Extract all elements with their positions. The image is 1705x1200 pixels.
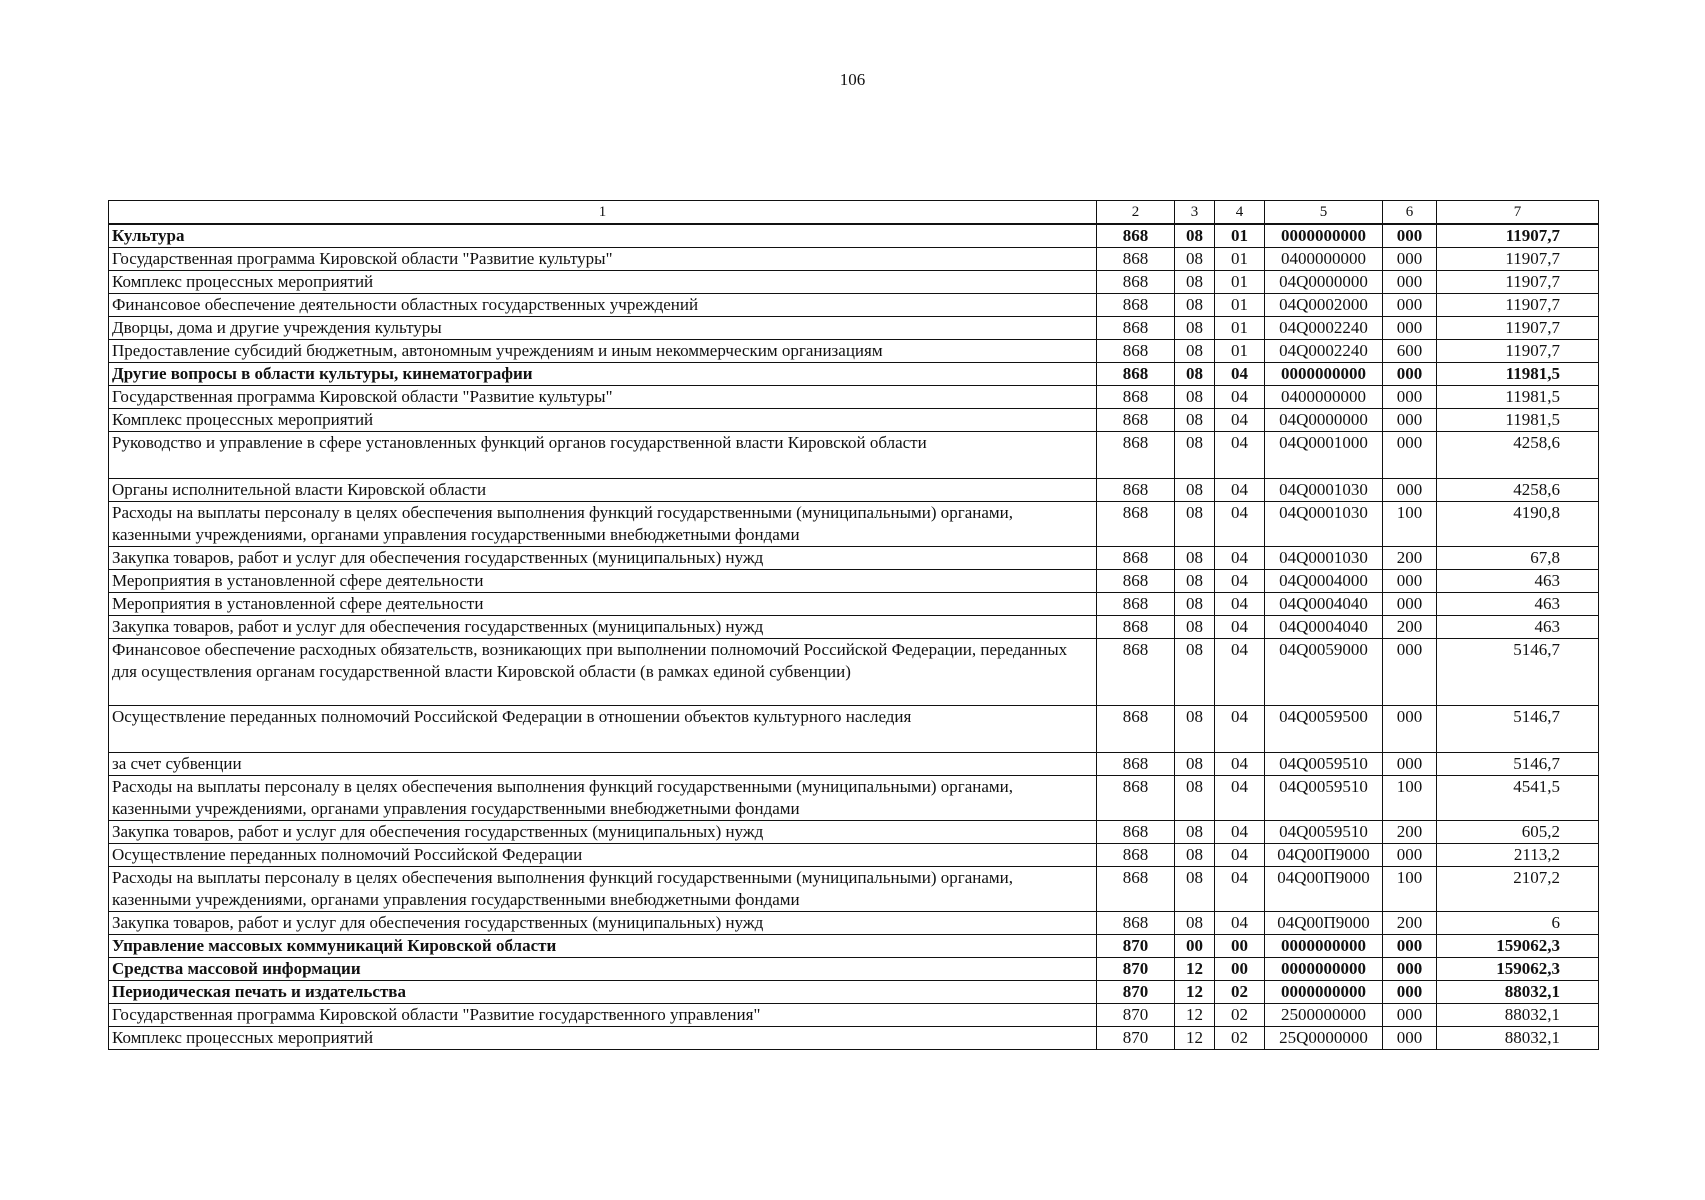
subsection-code-cell: 04: [1215, 593, 1265, 616]
item-name-cell: Государственная программа Кировской области "Развитие культуры": [109, 248, 1097, 271]
section-code-cell: 08: [1175, 867, 1215, 912]
amount-cell: 11907,7: [1437, 224, 1599, 248]
target-article-cell: 0000000000: [1265, 958, 1383, 981]
table-row: [109, 224, 1599, 248]
section-code-cell: 08: [1175, 432, 1215, 479]
expense-type-cell: 000: [1383, 432, 1437, 479]
ministry-code-cell: 868: [1097, 340, 1175, 363]
item-name-cell: Закупка товаров, работ и услуг для обеспечения государственных (муниципальных) нужд: [109, 616, 1097, 639]
table-row: [109, 340, 1599, 363]
amount-cell: 159062,3: [1437, 935, 1599, 958]
column-header: 5: [1265, 201, 1383, 225]
table-row: [109, 981, 1599, 1004]
expense-type-cell: 000: [1383, 593, 1437, 616]
subsection-code-cell: 04: [1215, 409, 1265, 432]
target-article-cell: 04Q0000000: [1265, 409, 1383, 432]
expense-type-cell: 000: [1383, 706, 1437, 753]
expense-type-cell: 000: [1383, 981, 1437, 1004]
amount-cell: 11907,7: [1437, 271, 1599, 294]
subsection-code-cell: 01: [1215, 317, 1265, 340]
amount-cell: 11907,7: [1437, 317, 1599, 340]
ministry-code-cell: 868: [1097, 570, 1175, 593]
budget-table: [108, 200, 1599, 1050]
amount-cell: 4258,6: [1437, 432, 1599, 479]
subsection-code-cell: 04: [1215, 639, 1265, 706]
ministry-code-cell: 868: [1097, 639, 1175, 706]
column-header: 1: [109, 201, 1097, 225]
column-number-row: [109, 201, 1599, 225]
ministry-code-cell: 868: [1097, 317, 1175, 340]
target-article-cell: 2500000000: [1265, 1004, 1383, 1027]
item-name-cell: Комплекс процессных мероприятий: [109, 409, 1097, 432]
ministry-code-cell: 868: [1097, 386, 1175, 409]
subsection-code-cell: 01: [1215, 271, 1265, 294]
ministry-code-cell: 868: [1097, 294, 1175, 317]
table-row: [109, 363, 1599, 386]
target-article-cell: 04Q0001000: [1265, 432, 1383, 479]
table-row: [109, 776, 1599, 821]
table-row: [109, 547, 1599, 570]
section-code-cell: 12: [1175, 1027, 1215, 1050]
subsection-code-cell: 04: [1215, 570, 1265, 593]
target-article-cell: 0000000000: [1265, 224, 1383, 248]
item-name-cell: Периодическая печать и издательства: [109, 981, 1097, 1004]
subsection-code-cell: 04: [1215, 706, 1265, 753]
table-row: [109, 593, 1599, 616]
section-code-cell: 08: [1175, 753, 1215, 776]
target-article-cell: 04Q00П9000: [1265, 912, 1383, 935]
column-header: 4: [1215, 201, 1265, 225]
table-row: [109, 706, 1599, 753]
section-code-cell: 08: [1175, 409, 1215, 432]
target-article-cell: 04Q0001030: [1265, 502, 1383, 547]
target-article-cell: 0000000000: [1265, 363, 1383, 386]
amount-cell: 2107,2: [1437, 867, 1599, 912]
item-name-cell: Финансовое обеспечение деятельности областных государственных учреждений: [109, 294, 1097, 317]
expense-type-cell: 000: [1383, 935, 1437, 958]
target-article-cell: 04Q0002240: [1265, 340, 1383, 363]
target-article-cell: 04Q0001030: [1265, 479, 1383, 502]
item-name-cell: Руководство и управление в сфере установленных функций органов государственной власти Кировской области: [109, 432, 1097, 479]
section-code-cell: 08: [1175, 224, 1215, 248]
amount-cell: 463: [1437, 616, 1599, 639]
amount-cell: 463: [1437, 593, 1599, 616]
ministry-code-cell: 868: [1097, 248, 1175, 271]
item-name-cell: Другие вопросы в области культуры, кинематографии: [109, 363, 1097, 386]
section-code-cell: 08: [1175, 363, 1215, 386]
amount-cell: 11981,5: [1437, 386, 1599, 409]
amount-cell: 11981,5: [1437, 363, 1599, 386]
table-row: [109, 844, 1599, 867]
amount-cell: 67,8: [1437, 547, 1599, 570]
section-code-cell: 08: [1175, 912, 1215, 935]
subsection-code-cell: 00: [1215, 935, 1265, 958]
target-article-cell: 04Q00П9000: [1265, 844, 1383, 867]
target-article-cell: 04Q0059510: [1265, 753, 1383, 776]
section-code-cell: 08: [1175, 776, 1215, 821]
table-row: [109, 317, 1599, 340]
amount-cell: 5146,7: [1437, 706, 1599, 753]
expense-type-cell: 000: [1383, 409, 1437, 432]
expense-type-cell: 000: [1383, 1027, 1437, 1050]
page-number: 106: [839, 70, 866, 89]
section-code-cell: 08: [1175, 271, 1215, 294]
section-code-cell: 08: [1175, 547, 1215, 570]
amount-cell: 11907,7: [1437, 248, 1599, 271]
amount-cell: 5146,7: [1437, 753, 1599, 776]
item-name-cell: Комплекс процессных мероприятий: [109, 1027, 1097, 1050]
table-row: [109, 248, 1599, 271]
subsection-code-cell: 00: [1215, 958, 1265, 981]
section-code-cell: 08: [1175, 479, 1215, 502]
section-code-cell: 08: [1175, 593, 1215, 616]
subsection-code-cell: 04: [1215, 821, 1265, 844]
section-code-cell: 08: [1175, 317, 1215, 340]
amount-cell: 11981,5: [1437, 409, 1599, 432]
item-name-cell: Государственная программа Кировской области "Развитие культуры": [109, 386, 1097, 409]
target-article-cell: 04Q0004000: [1265, 570, 1383, 593]
table-row: [109, 1027, 1599, 1050]
table-row: [109, 294, 1599, 317]
amount-cell: 4190,8: [1437, 502, 1599, 547]
subsection-code-cell: 04: [1215, 616, 1265, 639]
ministry-code-cell: 868: [1097, 844, 1175, 867]
ministry-code-cell: 868: [1097, 867, 1175, 912]
item-name-cell: Осуществление переданных полномочий Российской Федерации в отношении объектов культурного наследия: [109, 706, 1097, 753]
subsection-code-cell: 01: [1215, 294, 1265, 317]
expense-type-cell: 200: [1383, 912, 1437, 935]
section-code-cell: 08: [1175, 616, 1215, 639]
expense-type-cell: 000: [1383, 317, 1437, 340]
table-row: [109, 867, 1599, 912]
expense-type-cell: 600: [1383, 340, 1437, 363]
subsection-code-cell: 04: [1215, 479, 1265, 502]
table-row: [109, 639, 1599, 706]
amount-cell: 88032,1: [1437, 981, 1599, 1004]
item-name-cell: Расходы на выплаты персоналу в целях обеспечения выполнения функций государственными (муниципальными) органами, казенными учреждениями, органами управления государственными внебюджетными фондами: [109, 867, 1097, 912]
item-name-cell: Мероприятия в установленной сфере деятельности: [109, 593, 1097, 616]
expense-type-cell: 000: [1383, 958, 1437, 981]
target-article-cell: 04Q0059500: [1265, 706, 1383, 753]
expense-type-cell: 000: [1383, 1004, 1437, 1027]
table-header: [109, 201, 1599, 225]
item-name-cell: Государственная программа Кировской области "Развитие государственного управления": [109, 1004, 1097, 1027]
ministry-code-cell: 868: [1097, 409, 1175, 432]
table-row: [109, 958, 1599, 981]
target-article-cell: 04Q0004040: [1265, 593, 1383, 616]
ministry-code-cell: 868: [1097, 547, 1175, 570]
amount-cell: 159062,3: [1437, 958, 1599, 981]
ministry-code-cell: 868: [1097, 616, 1175, 639]
item-name-cell: Комплекс процессных мероприятий: [109, 271, 1097, 294]
item-name-cell: Закупка товаров, работ и услуг для обеспечения государственных (муниципальных) нужд: [109, 547, 1097, 570]
item-name-cell: Дворцы, дома и другие учреждения культуры: [109, 317, 1097, 340]
subsection-code-cell: 04: [1215, 912, 1265, 935]
item-name-cell: Расходы на выплаты персоналу в целях обеспечения выполнения функций государственными (муниципальными) органами, казенными учреждениями, органами управления государственными внебюджетными фондами: [109, 776, 1097, 821]
subsection-code-cell: 01: [1215, 340, 1265, 363]
table-row: [109, 502, 1599, 547]
target-article-cell: 0000000000: [1265, 981, 1383, 1004]
section-code-cell: 08: [1175, 386, 1215, 409]
section-code-cell: 08: [1175, 502, 1215, 547]
amount-cell: 4541,5: [1437, 776, 1599, 821]
expense-type-cell: 000: [1383, 363, 1437, 386]
table-row: [109, 1004, 1599, 1027]
table-row: [109, 821, 1599, 844]
expense-type-cell: 000: [1383, 844, 1437, 867]
section-code-cell: 00: [1175, 935, 1215, 958]
expense-type-cell: 000: [1383, 753, 1437, 776]
section-code-cell: 08: [1175, 821, 1215, 844]
subsection-code-cell: 04: [1215, 547, 1265, 570]
target-article-cell: 0400000000: [1265, 248, 1383, 271]
subsection-code-cell: 04: [1215, 867, 1265, 912]
subsection-code-cell: 02: [1215, 1027, 1265, 1050]
item-name-cell: Средства массовой информации: [109, 958, 1097, 981]
target-article-cell: 04Q00П9000: [1265, 867, 1383, 912]
subsection-code-cell: 04: [1215, 386, 1265, 409]
ministry-code-cell: 870: [1097, 958, 1175, 981]
ministry-code-cell: 870: [1097, 1004, 1175, 1027]
section-code-cell: 08: [1175, 639, 1215, 706]
subsection-code-cell: 01: [1215, 248, 1265, 271]
expense-type-cell: 000: [1383, 271, 1437, 294]
expense-type-cell: 000: [1383, 386, 1437, 409]
expense-type-cell: 000: [1383, 639, 1437, 706]
target-article-cell: 04Q0059000: [1265, 639, 1383, 706]
amount-cell: 4258,6: [1437, 479, 1599, 502]
subsection-code-cell: 01: [1215, 224, 1265, 248]
expense-type-cell: 000: [1383, 248, 1437, 271]
column-header: 3: [1175, 201, 1215, 225]
ministry-code-cell: 870: [1097, 935, 1175, 958]
ministry-code-cell: 868: [1097, 912, 1175, 935]
subsection-code-cell: 04: [1215, 502, 1265, 547]
ministry-code-cell: 868: [1097, 706, 1175, 753]
section-code-cell: 12: [1175, 1004, 1215, 1027]
amount-cell: 5146,7: [1437, 639, 1599, 706]
target-article-cell: 04Q0002240: [1265, 317, 1383, 340]
amount-cell: 605,2: [1437, 821, 1599, 844]
table-row: [109, 935, 1599, 958]
target-article-cell: 0400000000: [1265, 386, 1383, 409]
section-code-cell: 08: [1175, 844, 1215, 867]
ministry-code-cell: 870: [1097, 1027, 1175, 1050]
expense-type-cell: 100: [1383, 502, 1437, 547]
column-header: 7: [1437, 201, 1599, 225]
target-article-cell: 25Q0000000: [1265, 1027, 1383, 1050]
item-name-cell: Культура: [109, 224, 1097, 248]
expense-type-cell: 100: [1383, 776, 1437, 821]
expense-type-cell: 200: [1383, 616, 1437, 639]
target-article-cell: 04Q0059510: [1265, 821, 1383, 844]
table-row: [109, 432, 1599, 479]
table-row: [109, 912, 1599, 935]
expense-type-cell: 000: [1383, 224, 1437, 248]
section-code-cell: 08: [1175, 248, 1215, 271]
ministry-code-cell: 868: [1097, 479, 1175, 502]
subsection-code-cell: 04: [1215, 363, 1265, 386]
table-row: [109, 616, 1599, 639]
subsection-code-cell: 04: [1215, 844, 1265, 867]
table-row: [109, 409, 1599, 432]
expense-type-cell: 000: [1383, 570, 1437, 593]
expense-type-cell: 000: [1383, 294, 1437, 317]
expense-type-cell: 200: [1383, 547, 1437, 570]
section-code-cell: 12: [1175, 958, 1215, 981]
ministry-code-cell: 868: [1097, 432, 1175, 479]
target-article-cell: 04Q0001030: [1265, 547, 1383, 570]
subsection-code-cell: 04: [1215, 753, 1265, 776]
amount-cell: 6: [1437, 912, 1599, 935]
section-code-cell: 08: [1175, 706, 1215, 753]
table-row: [109, 753, 1599, 776]
column-header: 2: [1097, 201, 1175, 225]
ministry-code-cell: 868: [1097, 271, 1175, 294]
target-article-cell: 0000000000: [1265, 935, 1383, 958]
section-code-cell: 08: [1175, 294, 1215, 317]
expense-type-cell: 100: [1383, 867, 1437, 912]
amount-cell: 88032,1: [1437, 1027, 1599, 1050]
table-row: [109, 479, 1599, 502]
amount-cell: 463: [1437, 570, 1599, 593]
item-name-cell: Закупка товаров, работ и услуг для обеспечения государственных (муниципальных) нужд: [109, 821, 1097, 844]
item-name-cell: Осуществление переданных полномочий Российской Федерации: [109, 844, 1097, 867]
ministry-code-cell: 868: [1097, 593, 1175, 616]
target-article-cell: 04Q0059510: [1265, 776, 1383, 821]
ministry-code-cell: 868: [1097, 363, 1175, 386]
item-name-cell: Органы исполнительной власти Кировской области: [109, 479, 1097, 502]
amount-cell: 11907,7: [1437, 294, 1599, 317]
item-name-cell: Управление массовых коммуникаций Кировской области: [109, 935, 1097, 958]
expense-type-cell: 000: [1383, 479, 1437, 502]
ministry-code-cell: 870: [1097, 981, 1175, 1004]
table-row: [109, 271, 1599, 294]
target-article-cell: 04Q0004040: [1265, 616, 1383, 639]
ministry-code-cell: 868: [1097, 753, 1175, 776]
table-row: [109, 570, 1599, 593]
amount-cell: 88032,1: [1437, 1004, 1599, 1027]
subsection-code-cell: 04: [1215, 776, 1265, 821]
item-name-cell: Финансовое обеспечение расходных обязательств, возникающих при выполнении полномочий Российской Федерации, переданных для осуществления органам государственной власти Кировской области (в рамках единой субвенции): [109, 639, 1097, 706]
target-article-cell: 04Q0000000: [1265, 271, 1383, 294]
table-body: [109, 224, 1599, 1050]
subsection-code-cell: 04: [1215, 432, 1265, 479]
item-name-cell: Закупка товаров, работ и услуг для обеспечения государственных (муниципальных) нужд: [109, 912, 1097, 935]
column-header: 6: [1383, 201, 1437, 225]
ministry-code-cell: 868: [1097, 502, 1175, 547]
section-code-cell: 12: [1175, 981, 1215, 1004]
ministry-code-cell: 868: [1097, 224, 1175, 248]
table-row: [109, 386, 1599, 409]
subsection-code-cell: 02: [1215, 981, 1265, 1004]
ministry-code-cell: 868: [1097, 776, 1175, 821]
target-article-cell: 04Q0002000: [1265, 294, 1383, 317]
item-name-cell: за счет субвенции: [109, 753, 1097, 776]
section-code-cell: 08: [1175, 340, 1215, 363]
section-code-cell: 08: [1175, 570, 1215, 593]
item-name-cell: Мероприятия в установленной сфере деятельности: [109, 570, 1097, 593]
expense-type-cell: 200: [1383, 821, 1437, 844]
subsection-code-cell: 02: [1215, 1004, 1265, 1027]
amount-cell: 11907,7: [1437, 340, 1599, 363]
item-name-cell: Предоставление субсидий бюджетным, автономным учреждениям и иным некоммерческим организациям: [109, 340, 1097, 363]
item-name-cell: Расходы на выплаты персоналу в целях обеспечения выполнения функций государственными (муниципальными) органами, казенными учреждениями, органами управления государственными внебюджетными фондами: [109, 502, 1097, 547]
amount-cell: 2113,2: [1437, 844, 1599, 867]
ministry-code-cell: 868: [1097, 821, 1175, 844]
